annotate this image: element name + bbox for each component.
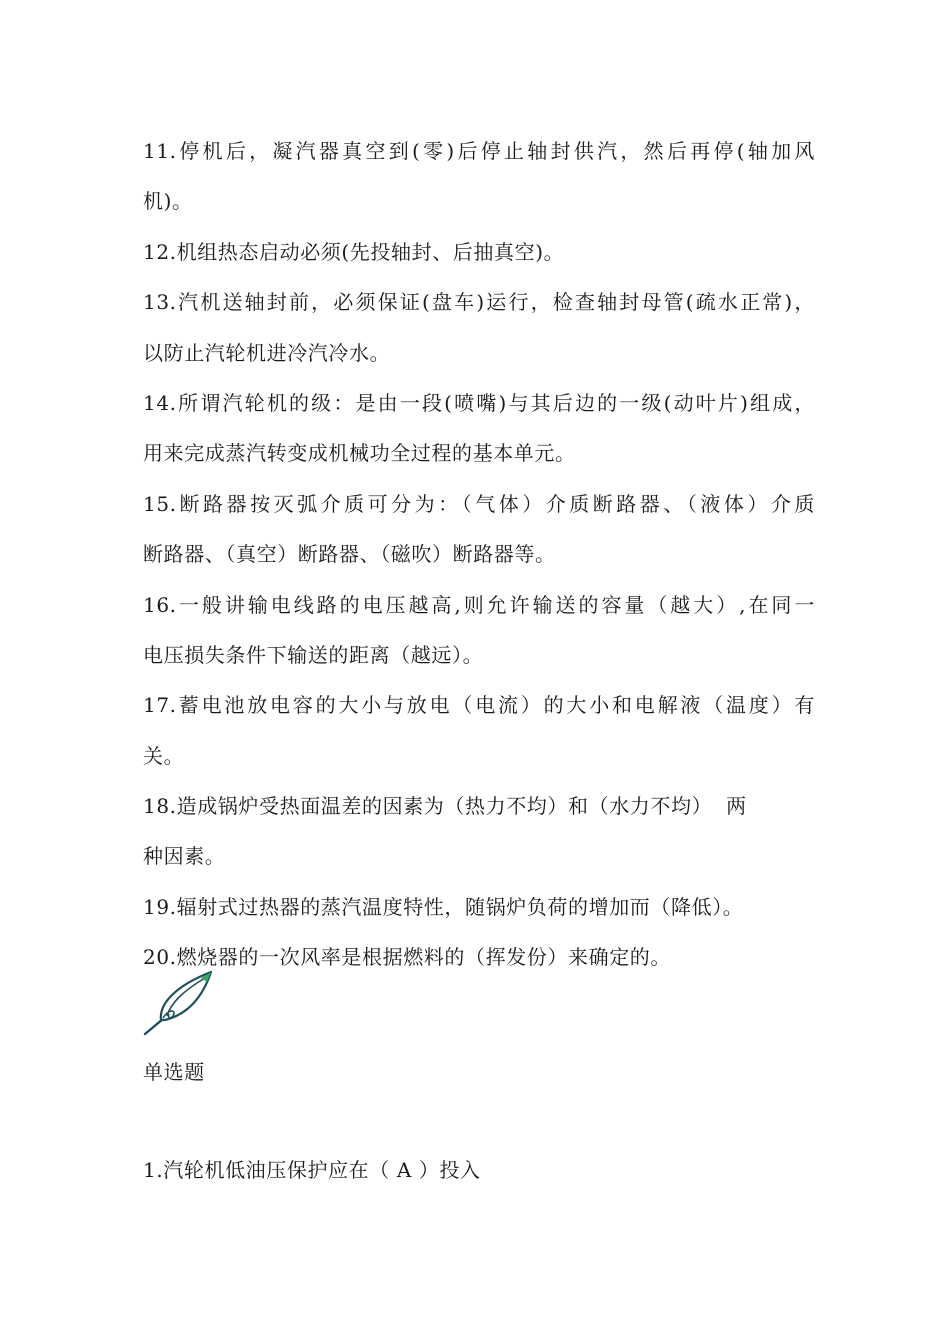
text-line: 机)。 — [143, 189, 193, 214]
text-line: 18.造成锅炉受热面温差的因素为（热力不均）和（水力不均） 两 — [143, 794, 747, 819]
question-item: 1.汽轮机低油压保护应在（ A ）投入 — [143, 1158, 481, 1182]
section-title: 单选题 — [143, 1060, 205, 1084]
text-line: 20.燃烧器的一次风率是根据燃料的（挥发份）来确定的。 — [143, 945, 672, 970]
text-line: 以防止汽轮机进冷汽冷水。 — [143, 340, 391, 365]
text-line: 17.蓄电池放电容的大小与放电（电流）的大小和电解液（温度）有 — [143, 693, 815, 718]
text-line: 12.机组热态启动必须(先投轴封、后抽真空)。 — [143, 239, 565, 264]
text-line: 用来完成蒸汽转变成机械功全过程的基本单元。 — [143, 441, 576, 466]
text-line: 断路器、（真空）断路器、（磁吹）断路器等。 — [143, 542, 556, 567]
text-line: 13.汽机送轴封前，必须保证(盘车)运行，检查轴封母管(疏水正常)， — [143, 290, 815, 315]
text-line: 11.停机后，凝汽器真空到(零)后停止轴封供汽，然后再停(轴加风 — [143, 139, 815, 163]
text-line: 种因素。 — [143, 844, 226, 869]
text-line: 15.断路器按灭弧介质可分为：（气体）介质断路器、（液体）介质 — [143, 491, 815, 516]
text-line: 19.辐射式过热器的蒸汽温度特性，随锅炉负荷的增加而（降低）。 — [143, 894, 744, 919]
text-line: 14.所谓汽轮机的级：是由一段(喷嘴)与其后边的一级(动叶片)组成， — [143, 390, 815, 415]
text-line: 16.一般讲输电线路的电压越高,则允许输送的容量（越大）,在同一 — [143, 592, 815, 617]
text-line: 电压损失条件下输送的距离（越远）。 — [143, 642, 484, 667]
fill-in-blank-answers — [143, 126, 815, 983]
feather-icon — [141, 968, 221, 1038]
text-line: 关。 — [143, 743, 185, 768]
